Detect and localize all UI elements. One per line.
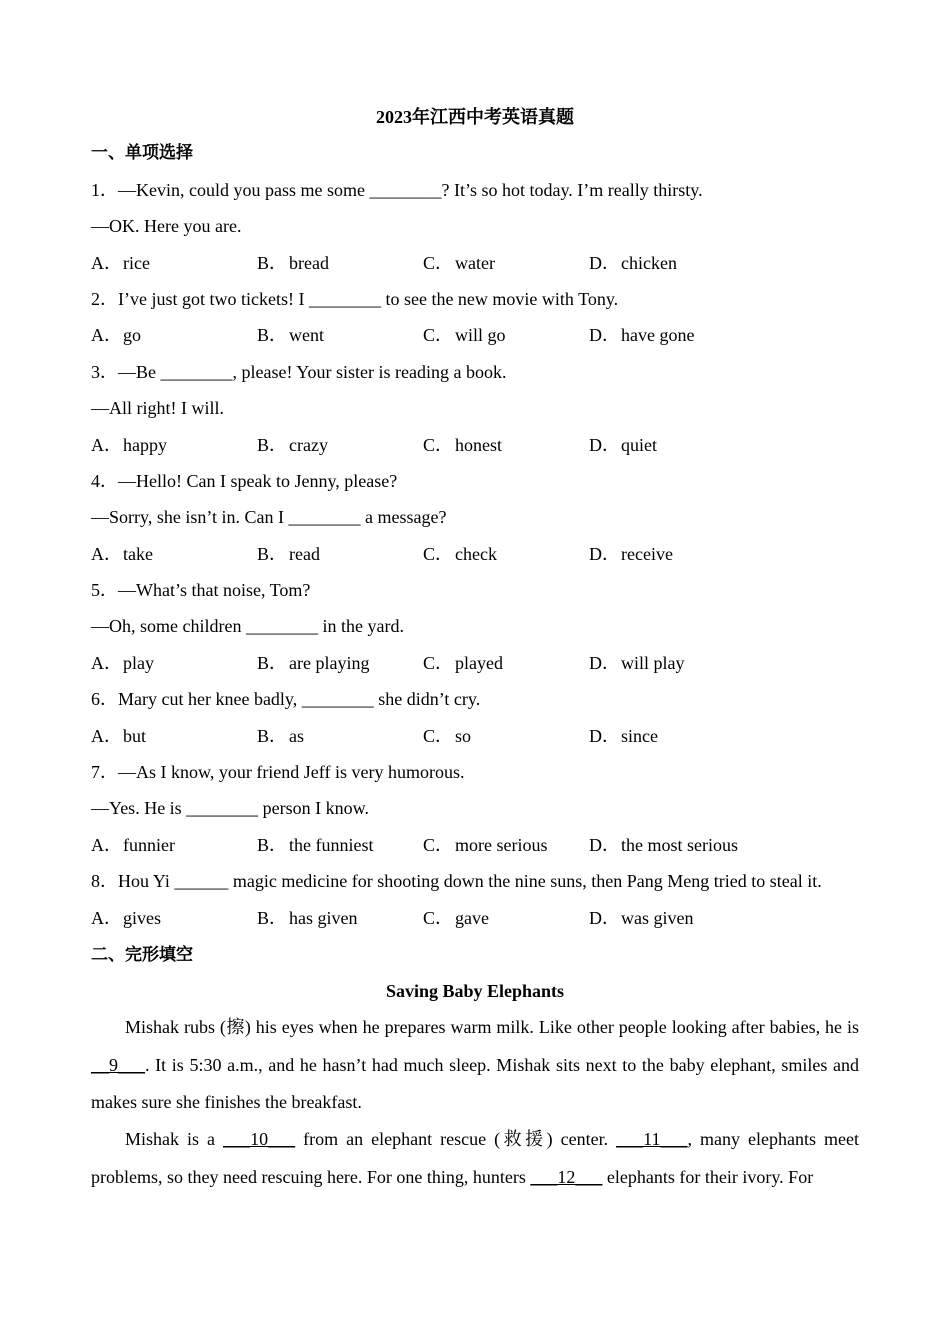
option-letter: C． bbox=[423, 834, 454, 855]
option-text: funnier bbox=[123, 834, 175, 855]
option-text: honest bbox=[455, 434, 502, 455]
option-letter: B． bbox=[257, 325, 288, 346]
answer-option[interactable] bbox=[589, 317, 755, 353]
passage-paragraph bbox=[91, 1121, 859, 1196]
option-letter: D． bbox=[589, 434, 620, 455]
option-text: bread bbox=[289, 252, 329, 273]
question-stem: 5．—What’s that noise, Tom? bbox=[91, 580, 311, 601]
answer-option[interactable] bbox=[91, 245, 257, 281]
answer-option[interactable] bbox=[91, 900, 257, 936]
option-letter: C． bbox=[423, 252, 454, 273]
option-letter: A． bbox=[91, 325, 122, 346]
blank-9: __9___ bbox=[91, 1054, 145, 1075]
paragraph-text: , many elephants meet problems, so they need rescuing here. For one thing, hunters bbox=[91, 1129, 859, 1187]
question bbox=[91, 281, 859, 354]
option-letter: A． bbox=[91, 725, 122, 746]
question-stem: 4．—Hello! Can I speak to Jenny, please? bbox=[91, 470, 398, 491]
option-letter: B． bbox=[257, 252, 288, 273]
answer-option[interactable] bbox=[91, 645, 257, 681]
answer-option[interactable] bbox=[423, 645, 589, 681]
option-text: go bbox=[123, 325, 141, 346]
option-text: played bbox=[455, 652, 503, 673]
option-text: gave bbox=[455, 908, 489, 929]
option-text: will play bbox=[621, 652, 685, 673]
answer-option[interactable] bbox=[91, 427, 257, 463]
blank-10: ___10___ bbox=[223, 1129, 296, 1150]
option-letter: C． bbox=[423, 543, 454, 564]
option-text: but bbox=[123, 725, 147, 746]
question-stem: 1．—Kevin, could you pass me some ________? It’s so hot today. I’m really thirsty. bbox=[91, 179, 703, 200]
answer-option[interactable] bbox=[423, 536, 589, 572]
option-text: have gone bbox=[621, 325, 695, 346]
question-stem: 6．Mary cut her knee badly, ________ she didn’t cry. bbox=[91, 689, 481, 710]
answer-option[interactable] bbox=[91, 536, 257, 572]
question bbox=[91, 863, 859, 936]
paragraph-text: Mishak rubs (擦) his eyes when he prepares warm milk. Like other people looking after babies, he is bbox=[125, 1017, 859, 1038]
option-letter: A． bbox=[91, 834, 122, 855]
question-response: —OK. Here you are. bbox=[91, 216, 242, 237]
section-heading-cloze: 二、完形填空 bbox=[91, 944, 193, 965]
option-letter: D． bbox=[589, 543, 620, 564]
passage-title: Saving Baby Elephants bbox=[385, 980, 565, 1001]
question bbox=[91, 172, 859, 281]
option-row bbox=[91, 718, 859, 754]
answer-option[interactable] bbox=[589, 718, 755, 754]
option-row bbox=[91, 245, 859, 281]
option-letter: D． bbox=[589, 725, 620, 746]
option-letter: B． bbox=[257, 908, 288, 929]
option-text: crazy bbox=[289, 434, 328, 455]
answer-option[interactable] bbox=[257, 536, 423, 572]
option-letter: D． bbox=[589, 252, 620, 273]
answer-option[interactable] bbox=[423, 900, 589, 936]
option-row bbox=[91, 900, 859, 936]
answer-option[interactable] bbox=[91, 827, 257, 863]
option-text: read bbox=[289, 543, 320, 564]
section-heading-single-choice: 一、单项选择 bbox=[91, 143, 193, 164]
option-text: quiet bbox=[621, 434, 657, 455]
answer-option[interactable] bbox=[257, 245, 423, 281]
option-text: gives bbox=[123, 908, 161, 929]
option-text: check bbox=[455, 543, 497, 564]
option-text: so bbox=[455, 725, 472, 746]
option-letter: C． bbox=[423, 908, 454, 929]
option-letter: A． bbox=[91, 652, 122, 673]
option-row bbox=[91, 427, 859, 463]
answer-option[interactable] bbox=[257, 718, 423, 754]
answer-option[interactable] bbox=[589, 245, 755, 281]
answer-option[interactable] bbox=[423, 317, 589, 353]
option-text: since bbox=[621, 725, 658, 746]
answer-option[interactable] bbox=[589, 900, 755, 936]
question bbox=[91, 463, 859, 572]
option-letter: B． bbox=[257, 434, 288, 455]
question-response: —All right! I will. bbox=[91, 398, 224, 419]
question bbox=[91, 754, 859, 863]
answer-option[interactable] bbox=[257, 827, 423, 863]
question bbox=[91, 572, 859, 681]
option-letter: B． bbox=[257, 652, 288, 673]
answer-option[interactable] bbox=[589, 427, 755, 463]
question-response: —Sorry, she isn’t in. Can I ________ a message? bbox=[91, 507, 447, 528]
option-text: are playing bbox=[289, 652, 370, 673]
blank-11: ___11___ bbox=[616, 1129, 688, 1150]
option-row bbox=[91, 645, 859, 681]
answer-option[interactable] bbox=[589, 536, 755, 572]
answer-option[interactable] bbox=[589, 827, 755, 863]
answer-option[interactable] bbox=[423, 427, 589, 463]
answer-option[interactable] bbox=[589, 645, 755, 681]
option-text: chicken bbox=[621, 252, 677, 273]
question-response: —Yes. He is ________ person I know. bbox=[91, 798, 369, 819]
option-letter: A． bbox=[91, 543, 122, 564]
answer-option[interactable] bbox=[91, 317, 257, 353]
option-letter: B． bbox=[257, 834, 288, 855]
answer-option[interactable] bbox=[257, 427, 423, 463]
option-text: more serious bbox=[455, 834, 548, 855]
question-stem: 8．Hou Yi ______ magic medicine for shooting down the nine suns, then Pang Meng tried to steal it. bbox=[91, 871, 822, 892]
paragraph-text: elephants for their ivory. For bbox=[602, 1166, 814, 1187]
answer-option[interactable] bbox=[257, 900, 423, 936]
option-letter: C． bbox=[423, 652, 454, 673]
answer-option[interactable] bbox=[423, 718, 589, 754]
page-title: 2023年江西中考英语真题 bbox=[376, 107, 574, 127]
option-letter: C． bbox=[423, 725, 454, 746]
option-letter: D． bbox=[589, 908, 620, 929]
option-text: will go bbox=[455, 325, 506, 346]
question bbox=[91, 681, 859, 754]
question-stem: 7．—As I know, your friend Jeff is very humorous. bbox=[91, 762, 465, 783]
option-text: went bbox=[289, 325, 324, 346]
option-text: happy bbox=[123, 434, 167, 455]
answer-option[interactable] bbox=[257, 317, 423, 353]
option-text: take bbox=[123, 543, 153, 564]
paragraph-text: from an elephant rescue (救援) center. bbox=[295, 1129, 617, 1150]
option-text: the most serious bbox=[621, 834, 738, 855]
option-letter: C． bbox=[423, 325, 454, 346]
option-letter: A． bbox=[91, 434, 122, 455]
passage-paragraph bbox=[91, 1009, 859, 1121]
question-list bbox=[91, 172, 859, 937]
option-letter: B． bbox=[257, 543, 288, 564]
option-row bbox=[91, 317, 859, 353]
option-letter: A． bbox=[91, 908, 122, 929]
answer-option[interactable] bbox=[91, 718, 257, 754]
option-text: rice bbox=[123, 252, 150, 273]
option-letter: D． bbox=[589, 652, 620, 673]
answer-option[interactable] bbox=[257, 645, 423, 681]
option-row bbox=[91, 827, 859, 863]
question-response: —Oh, some children ________ in the yard. bbox=[91, 616, 404, 637]
question bbox=[91, 354, 859, 463]
blank-12: ___12___ bbox=[530, 1166, 603, 1187]
option-text: receive bbox=[621, 543, 673, 564]
option-letter: D． bbox=[589, 834, 620, 855]
option-letter: D． bbox=[589, 325, 620, 346]
answer-option[interactable] bbox=[423, 245, 589, 281]
option-letter: A． bbox=[91, 252, 122, 273]
option-text: play bbox=[123, 652, 154, 673]
option-text: has given bbox=[289, 908, 358, 929]
option-text: as bbox=[289, 725, 304, 746]
answer-option[interactable] bbox=[423, 827, 589, 863]
option-text: water bbox=[455, 252, 495, 273]
option-row bbox=[91, 536, 859, 572]
option-text: was given bbox=[621, 908, 694, 929]
option-letter: B． bbox=[257, 725, 288, 746]
paragraph-text: . It is 5:30 a.m., and he hasn’t had much sleep. Mishak sits next to the baby elephant, smiles and makes sure she finishes the breakfast. bbox=[91, 1054, 859, 1112]
paragraph-text: Mishak is a bbox=[125, 1129, 224, 1150]
question-stem: 3．—Be ________, please! Your sister is reading a book. bbox=[91, 361, 507, 382]
question-stem: 2．I’ve just got two tickets! I ________ to see the new movie with Tony. bbox=[91, 288, 619, 309]
option-text: the funniest bbox=[289, 834, 374, 855]
option-letter: C． bbox=[423, 434, 454, 455]
